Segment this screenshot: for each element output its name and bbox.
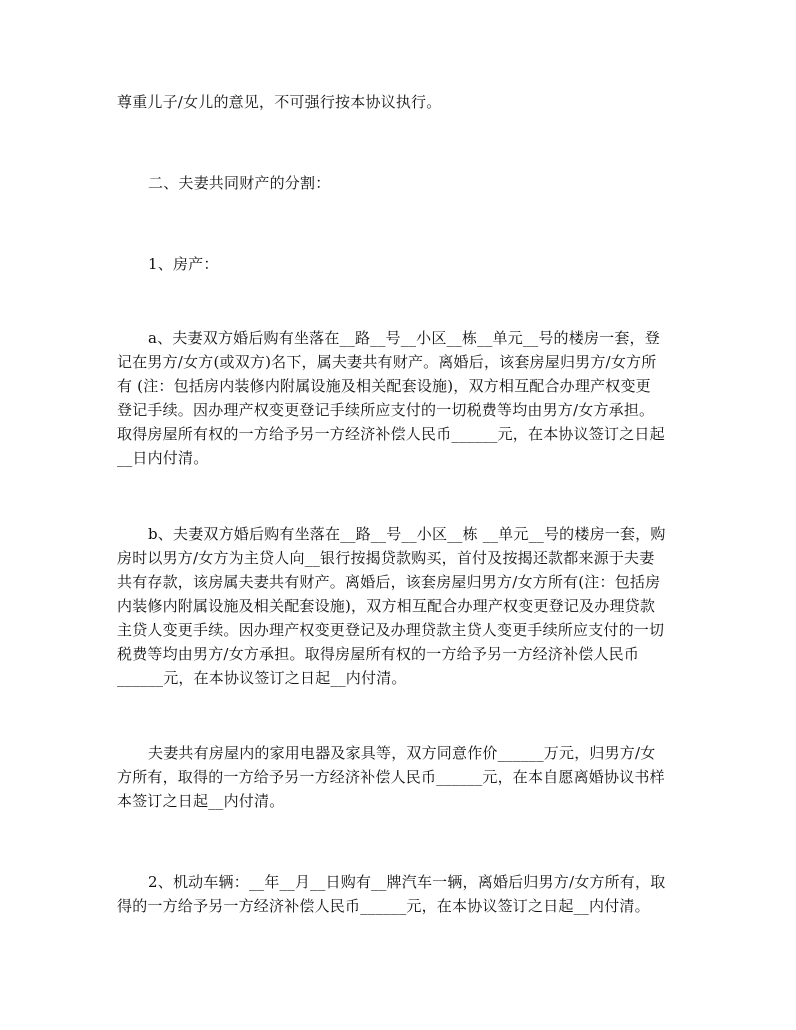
text-line: 主贷人变更手续。因办理产权变更登记及办理贷款主贷人变更手续所应支付的一切 [117, 621, 665, 639]
text-line: 记在男方/女方(或双方)名下，属夫妻共有财产。离婚后，该套房屋归男方/女方所 [117, 353, 657, 371]
text-line: 内装修内附属设施及相关配套设施)，双方相互配合办理产权变更登记及办理贷款 [117, 597, 656, 615]
text-line: 房时以男方/女方为主贷人向__银行按揭贷款购买，首付及按揭还款都来源于夫妻 [117, 549, 655, 567]
text-line: 得的一方给予另一方经济补偿人民币______元，在本协议签订之日起__内付清。 [117, 897, 650, 915]
subsection-heading: 1、房产： [148, 255, 219, 273]
text-line: ______元，在本协议签订之日起__内付清。 [117, 669, 407, 687]
text-line: 本签订之日起__内付清。 [117, 792, 285, 810]
section-heading: 二、夫妻共同财产的分割： [148, 174, 331, 192]
text-line: 2、机动车辆：__年__月__日购有__牌汽车一辆，离婚后归男方/女方所有，取 [148, 873, 666, 891]
text-line: 有 (注：包括房内装修内附属设施及相关配套设施)，双方相互配合办理产权变更 [117, 377, 651, 395]
text-line: 税费等均由男方/女方承担。取得房屋所有权的一方给予另一方经济补偿人民币 [117, 645, 640, 663]
text-line: 取得房屋所有权的一方给予另一方经济补偿人民币______元，在本协议签订之日起 [117, 425, 665, 443]
text-line: 尊重儿子/女儿的意见，不可强行按本协议执行。 [117, 93, 442, 111]
text-line: 共有存款，该房属夫妻共有财产。离婚后，该套房屋归男方/女方所有(注：包括房 [117, 573, 661, 591]
text-line: 登记手续。因办理产权变更登记手续所应支付的一切税费等均由男方/女方承担。 [117, 401, 655, 419]
text-line: 夫妻共有房屋内的家用电器及家具等，双方同意作价______万元，归男方/女 [148, 744, 656, 762]
text-line: __日内付清。 [117, 449, 209, 467]
text-line: b、夫妻双方婚后购有坐落在__路__号__小区__栋 __单元__号的楼房一套，购 [148, 525, 666, 543]
text-line: 方所有，取得的一方给予另一方经济补偿人民币______元，在本自愿离婚协议书样 [117, 768, 665, 786]
text-line: a、夫妻双方婚后购有坐落在__路__号__小区__栋__单元__号的楼房一套，登 [148, 329, 660, 347]
